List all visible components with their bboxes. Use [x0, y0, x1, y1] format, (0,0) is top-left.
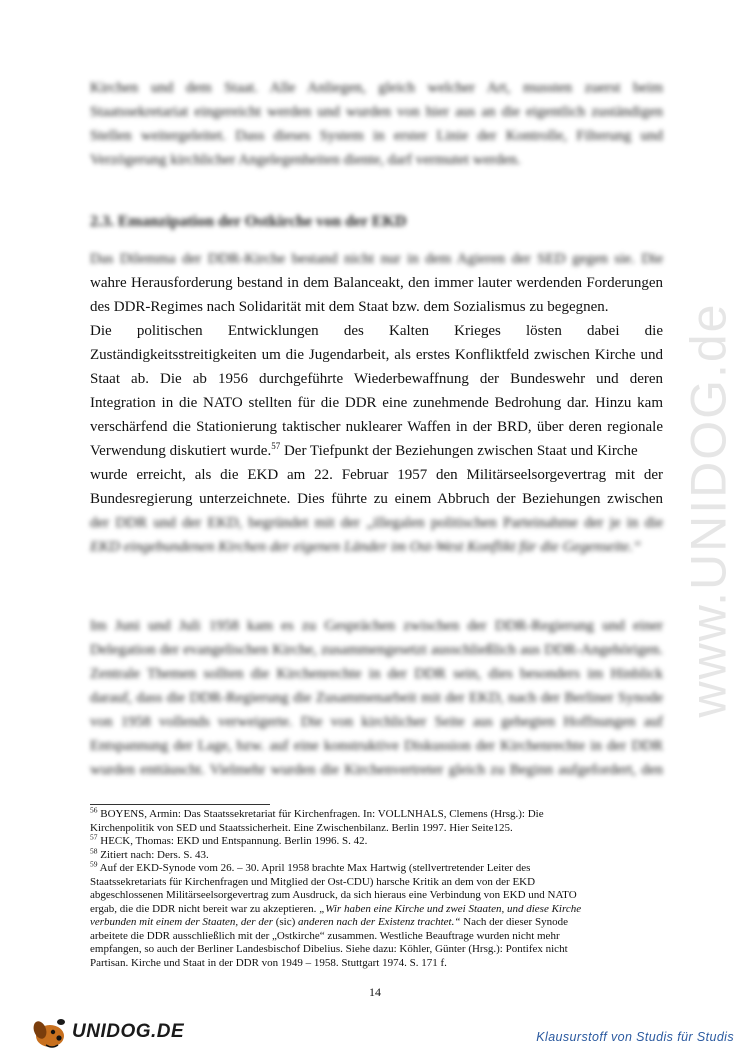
footnote-text: HECK, Thomas: EKD und Entspannung. Berlin 1996. S. 42. [100, 835, 368, 847]
text-segment: Verwendung diskutiert wurde. [90, 443, 272, 459]
footnote-number: 58 [90, 845, 98, 855]
watermark-text: www.UNIDOG.de [680, 302, 736, 718]
text-line: Staat ab. Die ab 1956 durchgeführte Wiederbewaffnung der Bundeswehr und deren [90, 371, 663, 387]
text-line: Verzögerung kirchlicher Angelegenheiten diente, darf vermutet werden. [90, 152, 521, 168]
text-line: Staatssekretariat eingereicht werden und wurden von hier aus an die eigentlich zuständigen [90, 104, 663, 120]
text-segment: Nach der dieser Synode [460, 916, 568, 928]
text-line: Kirchen und dem Staat. Alle Anliegen, gleich welcher Art, mussten zuerst beim [90, 80, 663, 96]
footnote-59-cont [90, 903, 663, 917]
footnote-58 [90, 845, 663, 863]
text-line: darauf, dass die DDR-Regierung die Zusammenarbeit mit der EKD, nach der Berliner Synode [90, 690, 663, 706]
footnote-59-cont: Staatssekretariats für Kirchenfragen und Mitglied der Ost-CDU) harsche Kritik an dem von der EKD [90, 875, 536, 888]
text-line: wurde erreicht, als die EKD am 22. Februar 1957 den Militärseelsorgevertrag mit der [90, 467, 663, 483]
top-paragraph-blurred [90, 76, 663, 172]
footer-tagline: Klausurstoff von Studis für Studis [536, 1030, 734, 1044]
text-line: verschärfend die Stationierung taktischer nuklearer Waffen in der BRD, über deren regionale [90, 419, 663, 435]
footnote-59 [90, 859, 663, 876]
text-line: Bundesregierung unterzeichnete. Dies führte zu einem Abbruch der Beziehungen zwischen [90, 491, 663, 507]
footnote-divider [90, 804, 270, 805]
bottom-paragraph-blurred [90, 614, 663, 782]
footnote-56-cont: Kirchenpolitik von SED und Staatssicherheit. Eine Zwischenbilanz. Berlin 1997. Hier Seite125. [90, 821, 513, 834]
text-line: Zuständigkeitsstreitigkeiten um die Jugendarbeit, als erstes Konfliktfeld zwischen Kirche und [90, 347, 663, 363]
footnote-59-cont [90, 916, 663, 930]
footnote-text: Zitiert nach: Ders. S. 43. [100, 848, 209, 861]
text-line: Zentrale Themen sollten die Kirchenrechte in der DDR sein, dies besonders im Hinblick [90, 666, 663, 682]
footnote-number: 57 [90, 832, 98, 842]
footnote-text: BOYENS, Armin: Das Staatssekretariat für Kirchenfragen. In: VOLLNHALS, Clemens (Hrsg.): Die [100, 808, 544, 820]
text-line: Integration in die NATO stellten für die DDR eine zunehmende Bedrohung dar. Hinzu kam [90, 395, 663, 411]
text-segment: ergab, die die DDR nicht bereit war zu akzeptieren. [90, 902, 320, 915]
footnotes [90, 805, 663, 970]
section-heading: 2.3. Emanzipation der Ostkirche von der EKD [90, 213, 407, 230]
footnote-ref[interactable]: 57 [271, 441, 281, 451]
footnote-text: Auf der EKD-Synode vom 26. – 30. April 1958 brachte Max Hartwig (stellvertretender Leiter des [99, 862, 531, 874]
quote-segment: verbunden mit einem der Staaten, der der [90, 916, 273, 928]
footnote-number: 59 [90, 859, 98, 869]
footnote-57 [90, 832, 663, 849]
text-line: wahre Herausforderung bestand in dem Balanceakt, den immer lauter werdenden Forderungen [90, 275, 663, 291]
quote-segment: anderen nach der Existenz trachtet.“ [298, 916, 461, 928]
text-line: Im Juni und Juli 1958 kam es zu Gesprächen zwischen der DDR-Regierung und einer [90, 618, 663, 634]
body-paragraph [90, 247, 663, 559]
quote-segment: „Wir haben eine Kirche und zwei Staaten, und diese Kirche [319, 902, 582, 915]
site-logo[interactable] [28, 1012, 184, 1052]
text-line-blurred: der DDR und der EKD, begründet mit der „illegalen politischen Parteinahme der je in die [90, 515, 663, 531]
text-line-blurred: Das Dilemma der DDR-Kirche bestand nicht nur in dem Agieren der SED gegen sie. Die [90, 251, 663, 267]
page-number: 14 [369, 985, 381, 999]
logo-text: UNIDOG.DE [72, 1021, 185, 1042]
footnote-56 [90, 805, 663, 822]
text-line: Entspannung der Lage, bzw. auf eine konstruktive Diskussion der Kirchenrechte in der DDR [90, 738, 663, 754]
text-line [90, 439, 663, 463]
text-line: von 1958 vollends verweigerte. Die von kirchlicher Seite aus gehegten Hoffnungen auf [90, 714, 663, 730]
footnote-59-cont: abgeschlossenen Militärseelsorgevertrag zum Ausdruck, da sich hieraus eine Verbindung von EKD und NATO [90, 889, 577, 901]
text-line: Die politischen Entwicklungen des Kalten Krieges lösten dabei die [90, 323, 663, 339]
text-line: Delegation der evangelischen Kirche, zusammengesetzt ausschließlich aus DDR-Angehörigen. [90, 642, 663, 658]
text-line: wurden enttäuscht. Vielmehr wurden die Kirchenvertreter gleich zu Beginn aufgefordert, den [90, 762, 663, 778]
text-line-blurred: EKD eingebundenen Kirchen der eigenen Länder im Ost-West Konflikt für die Gegenseite.“ [90, 539, 642, 555]
text-segment: Der Tiefpunkt der Beziehungen zwischen Staat und Kirche [280, 443, 638, 459]
dog-icon [28, 1014, 70, 1050]
text-line: Stellen weitergeleitet. Dass dieses System in erster Linie der Kontrolle, Filterung und [90, 128, 663, 144]
watermark [668, 260, 748, 760]
footnote-59-cont: empfangen, so auch der Berliner Landesbischof Dibelius. Siehe dazu: Köhler, Günter (Hrsg.): Pontifex nicht [90, 943, 568, 955]
text-line: des DDR-Regimes nach Solidarität mit dem Staat bzw. dem Sozialismus zu begegnen. [90, 299, 609, 315]
footnote-59-cont: arbeitete die DDR ausschließlich mit der „Ostkirche“ zusammen. Westliche Beauftrage wurden nicht mehr [90, 929, 560, 942]
footnote-59-cont: Partisan. Kirche und Staat in der DDR von 1949 – 1958. Stuttgart 1974. S. 171 f. [90, 956, 447, 969]
footnote-number: 56 [90, 805, 98, 815]
text-segment: (sic) [272, 916, 299, 928]
